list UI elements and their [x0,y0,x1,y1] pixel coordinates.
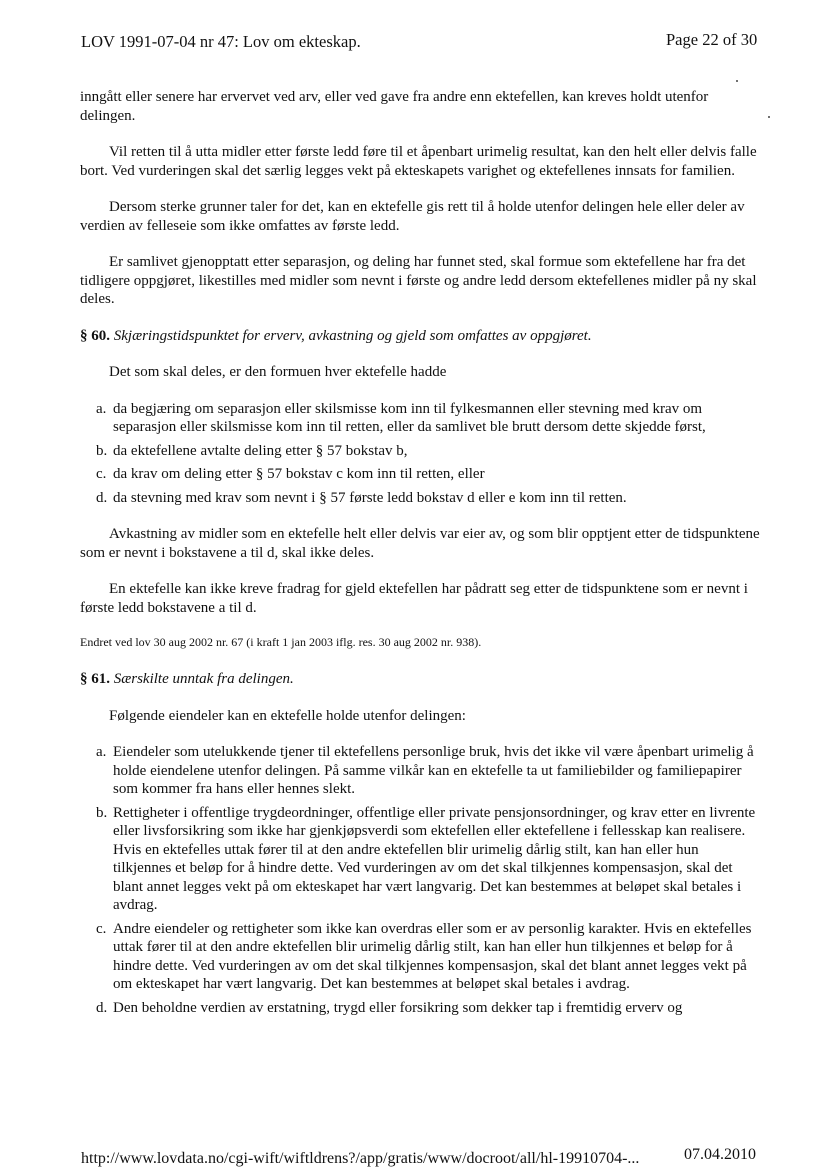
list-item-text: da ektefellene avtalte deling etter § 57 bokstav b, [113,442,408,459]
amendment-note: Endret ved lov 30 aug 2002 nr. 67 (i kraft 1 jan 2003 iflg. res. 30 aug 2002 nr. 938). [80,635,482,649]
list-item [80,465,760,484]
list-item [80,489,760,508]
page-number: Page 22 of 30 [666,30,758,49]
section-number: § 60. [80,327,110,344]
paragraph: En ektefelle kan ikke kreve fradrag for gjeld ektefellen har pådratt seg etter de tidspunktene som er nevnt i første ledd bokstavene a til d. [80,581,748,616]
section-heading-61 [80,670,760,689]
list-marker: a. [96,744,107,760]
section-number: § 61. [80,671,110,687]
document-body [80,88,760,1035]
section-heading-60 [80,327,760,346]
section-60-list [80,400,760,508]
paragraph: Avkastning av midler som en ektefelle helt eller delvis var eier av, og som blir opptjent etter de tidspunktene som er nevnt i bokstavene a til d, skal ikke deles. [80,526,760,561]
section-61-list [80,743,760,1017]
section-title: Særskilte unntak fra delingen. [113,671,294,687]
list-item-text: Rettigheter i offentlige trygdeordninger, offentlige eller private pensjonsordninger, og krav etter en livrente eller livsforsikring som ikke har gjenkjøpsverdi som ektefellen eller ektefellene i fellesskap kan realisere. Hvis en ektefelles uttak fører til at den andre ektefellen blir urimelig dårlig stilt, kan han eller hun tilkjennes et beløp for å hindre dette. Ved vurderingen av om det skal tilkjennes kompensasjon, skal det blant annet legges vekt på om ekteskapet har vært langvarig. Det kan bestemmes at beløpet skal betales i avdrag. [113,804,756,913]
list-marker: c. [96,466,107,482]
list-item [80,442,760,461]
paragraph: Dersom sterke grunner taler for det, kan en ektefelle gis rett til å holde utenfor delingen hele eller deler av verdien av felleseie som ikke omfattes av første ledd. [80,199,745,234]
header-title: LOV 1991-07-04 nr 47: Lov om ekteskap. [81,32,361,51]
list-marker: c. [96,920,107,937]
paragraph: inngått eller senere har ervervet ved arv, eller ved gave fra andre enn ektefellen, kan kreves holdt utenfor delingen. [80,89,709,124]
list-item-text: da stevning med krav som nevnt i § 57 første ledd bokstav d eller e kom inn til retten. [113,489,627,506]
list-item [80,999,760,1018]
list-item-text: da begjæring om separasjon eller skilsmisse kom inn til fylkesmannen eller stevning med krav om separasjon eller skilsmisse kom inn til retten, eller da samlivet ble brutt dersom dette skjedde først, [113,400,706,435]
list-item [80,804,760,915]
list-marker: d. [96,489,108,506]
list-item [80,743,760,799]
section-intro: Følgende eiendeler kan en ektefelle holde utenfor delingen: [109,707,466,724]
list-item-text: Den beholdne verdien av erstatning, trygd eller forsikring som dekker tap i fremtidig erverv og [113,999,683,1016]
section-title: Skjæringstidspunktet for erverv, avkastning og gjeld som omfattes av oppgjøret. [113,327,592,344]
list-item [80,920,760,994]
list-item-text: da krav om deling etter § 57 bokstav c kom inn til retten, eller [113,466,485,482]
footer-url: http://www.lovdata.no/cgi-wift/wiftldrens?/app/gratis/www/docroot/all/hl-19910704-... [81,1150,640,1167]
paragraph: Vil retten til å utta midler etter første ledd føre til et åpenbart urimelig resultat, kan den helt eller delvis falle bort. Ved vurderingen skal det særlig legges vekt på ekteskapets varighet og ektefellenes innsats for familien. [80,144,757,179]
section-intro: Det som skal deles, er den formuen hver ektefelle hadde [109,364,447,380]
list-item-text: Eiendeler som utelukkende tjener til ektefellens personlige bruk, hvis det ikke vil være åpenbart urimelig å holde eiendelene utenfor delingen. På samme vilkår kan en ektefelle ta ut familiebilder og familiepapirer som kommer fra hans eller hennes slekt. [113,744,754,797]
list-marker: d. [96,999,108,1016]
paragraph: Er samlivet gjenopptatt etter separasjon, og deling har funnet sted, skal formue som ektefellene har fra det tidligere oppgjøret, likestilles med midler som nevnt i første og andre ledd dersom ektefellenes midler på ny skal deles. [80,254,757,307]
footer-date: 07.04.2010 [684,1146,756,1163]
list-marker: b. [96,804,108,821]
scan-speck [736,80,738,82]
list-item [80,400,760,437]
scan-speck [768,116,770,118]
list-item-text: Andre eiendeler og rettigheter som ikke kan overdras eller som er av personlig karakter. Hvis en ektefelles uttak fører til at den andre ektefellen blir urimelig dårlig stilt, kan han eller hun tilkjennes et beløp for å hindre dette. Ved vurderingen av om det skal tilkjennes kompensasjon, skal det blant annet legges vekt på om ekteskapet har vært langvarig. Det kan bestemmes at beløpet skal betales i avdrag. [113,920,752,992]
list-marker: b. [96,442,108,459]
list-marker: a. [96,400,107,417]
